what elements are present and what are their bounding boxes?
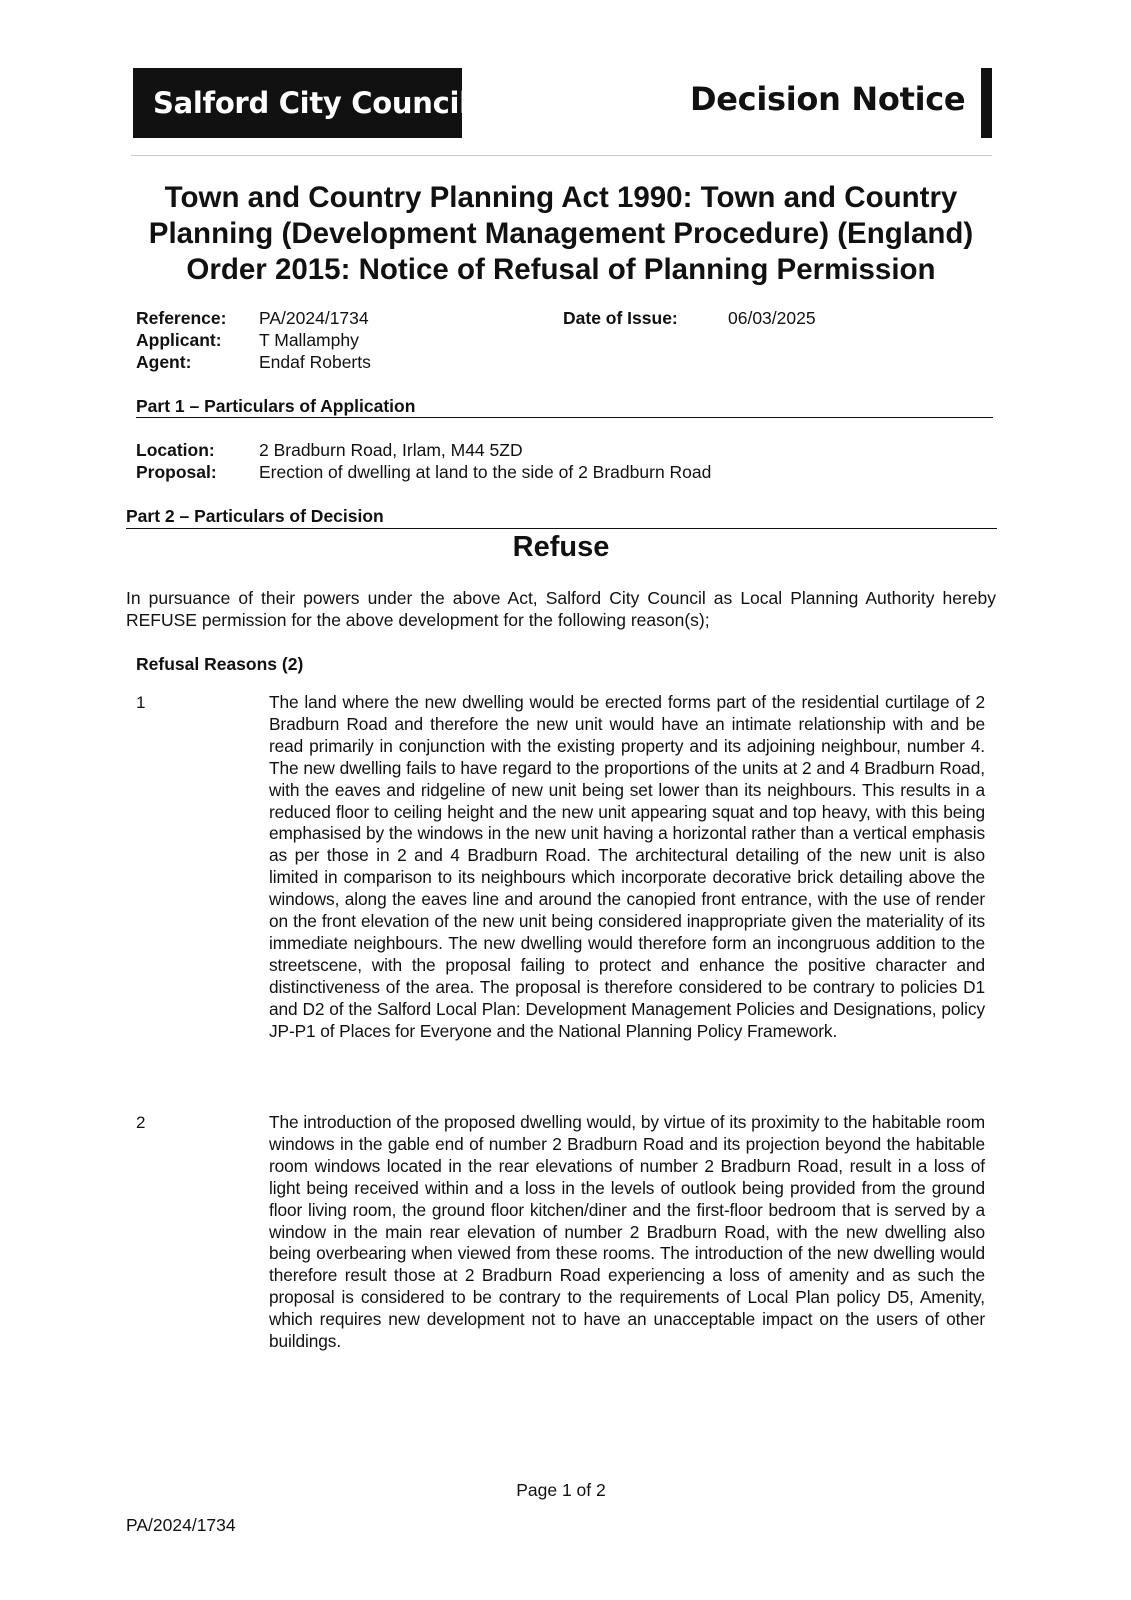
footer-reference: PA/2024/1734 bbox=[126, 1515, 236, 1535]
council-logo: Salford City Council bbox=[133, 68, 462, 138]
proposal-label: Proposal: bbox=[136, 462, 217, 482]
decision-intro: In pursuance of their powers under the above Act, Salford City Council as Local Planning Authority hereby REFUSE permission for the above development for the following reason(s); bbox=[126, 588, 996, 630]
location-label: Location: bbox=[136, 440, 215, 460]
proposal-value: Erection of dwelling at land to the side of 2 Bradburn Road bbox=[259, 462, 712, 482]
date-of-issue-value: 06/03/2025 bbox=[728, 308, 816, 328]
date-of-issue-label: Date of Issue: bbox=[563, 308, 678, 328]
reference-value: PA/2024/1734 bbox=[259, 308, 369, 328]
header-divider bbox=[131, 155, 992, 156]
agent-label: Agent: bbox=[136, 352, 192, 372]
reference-label: Reference: bbox=[136, 308, 227, 328]
page-title: Town and Country Planning Act 1990: Town and Country Planning (Development Management Procedure) (England) Order 2015: Notice of Refusal of Planning Permission bbox=[148, 181, 974, 286]
part2-heading: Part 2 – Particulars of Decision bbox=[126, 506, 384, 526]
part1-rule bbox=[136, 417, 993, 418]
refusal-reasons-heading: Refusal Reasons (2) bbox=[136, 654, 304, 674]
location-value: 2 Bradburn Road, Irlam, M44 5ZD bbox=[259, 440, 523, 460]
agent-value: Endaf Roberts bbox=[259, 352, 371, 372]
decision-heading: Refuse bbox=[512, 531, 610, 563]
part1-heading: Part 1 – Particulars of Application bbox=[136, 396, 416, 416]
page-number: Page 1 of 2 bbox=[516, 1480, 606, 1500]
reason-number: 1 bbox=[136, 693, 146, 712]
reason-number: 2 bbox=[136, 1113, 146, 1132]
reason-text: The land where the new dwelling would be erected forms part of the residential curtilage of 2 Bradburn Road and therefore the new unit would have an intimate relationship with and be read primarily in conjunction with the existing property and its adjoining neighbour, number 4. The new dwelling fails to have regard to the proportions of the units at 2 and 4 Bradburn Road, with the eaves and ridgeline of new unit being set lower than its neighbours. This results in a reduced floor to ceiling height and the new unit appearing squat and top heavy, with this being emphasised by the windows in the new unit having a horizontal rather than a vertical emphasis as per those in 2 and 4 Bradburn Road. The architectural detailing of the new unit is also limited in comparison to its neighbours which incorporate decorative brick detailing above the windows, along the eaves line and around the canopied front entrance, with the use of render on the front elevation of the new unit being considered inappropriate given the materiality of its immediate neighbours. The new dwelling would therefore form an incongruous addition to the streetscene, with the proposal failing to protect and enhance the positive character and distinctiveness of the area. The proposal is therefore considered to be contrary to policies D1 and D2 of the Salford Local Plan: Development Management Policies and Designations, policy JP-P1 of Places for Everyone and the National Planning Policy Framework. bbox=[269, 692, 985, 1041]
header-accent-bar bbox=[981, 68, 992, 138]
part2-rule bbox=[126, 528, 997, 529]
applicant-value: T Mallamphy bbox=[259, 330, 359, 350]
reason-text: The introduction of the proposed dwelling would, by virtue of its proximity to the habitable room windows in the gable end of number 2 Bradburn Road and its projection beyond the habitable room windows located in the rear elevations of number 2 Bradburn Road, result in a loss of light being received within and a loss in the levels of outlook being provided from the ground floor living room, the ground floor kitchen/diner and the first-floor bedroom that is served by a window in the main rear elevation of number 2 Bradburn Road, with the new dwelling also being overbearing when viewed from these rooms. The introduction of the new dwelling would therefore result those at 2 Bradburn Road experiencing a loss of amenity and as such the proposal is considered to be contrary to the requirements of Local Plan policy D5, Amenity, which requires new development not to have an unacceptable impact on the users of other buildings. bbox=[269, 1112, 985, 1352]
notice-title: Decision Notice bbox=[690, 80, 966, 118]
applicant-label: Applicant: bbox=[136, 330, 222, 350]
